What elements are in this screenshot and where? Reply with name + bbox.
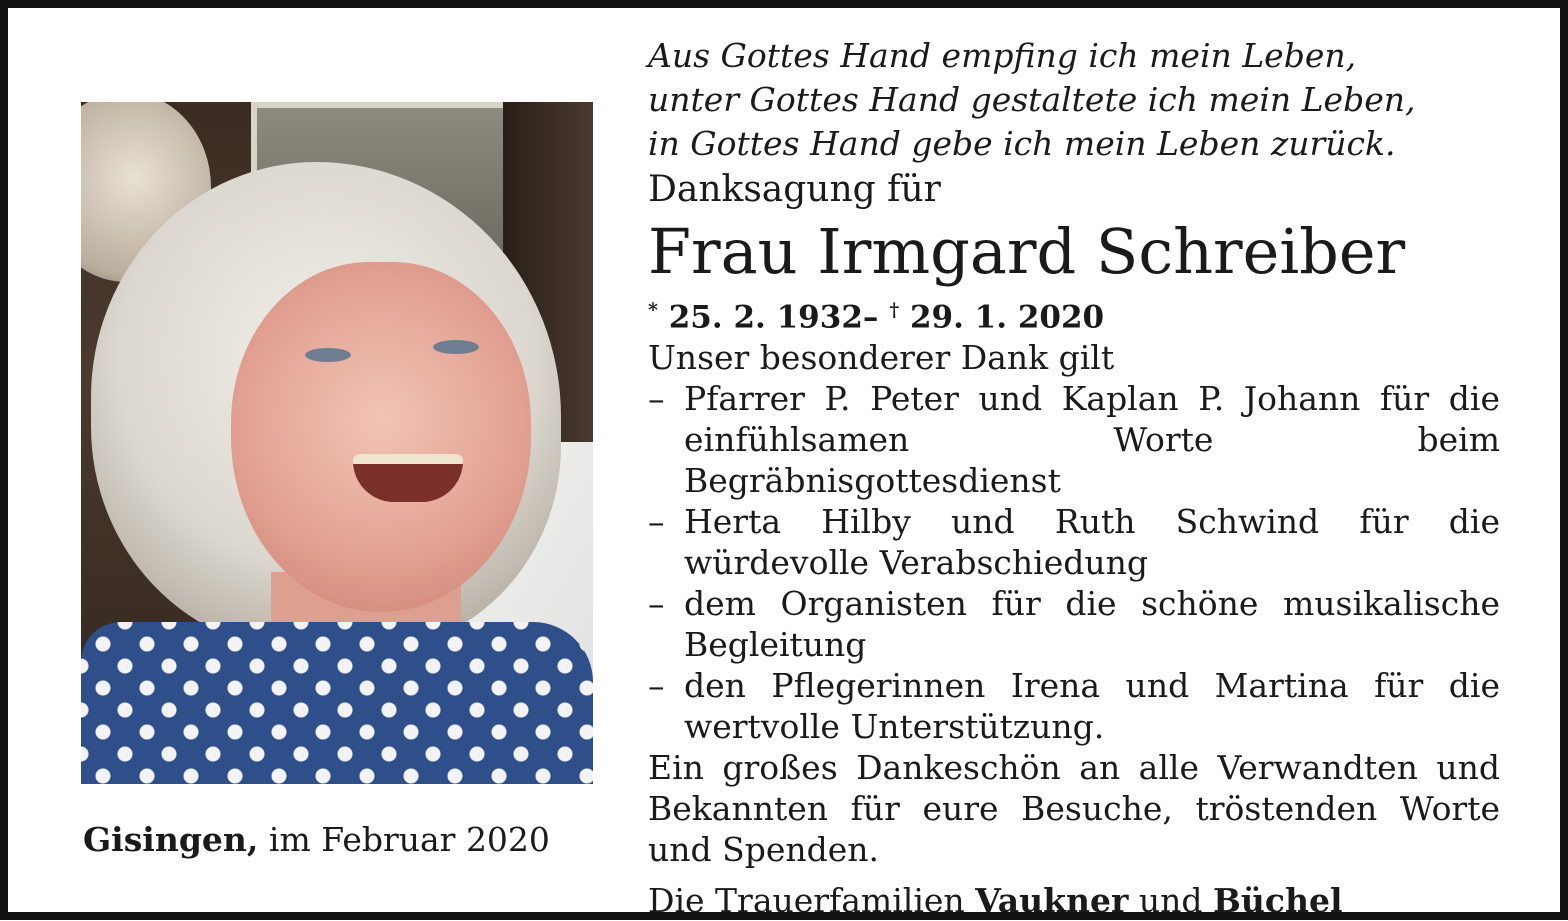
closing-text: Ein großes Dankeschön an alle Verwandten und Bekannten für eure Besuche, tröstenden Worte und Spenden.	[648, 748, 1500, 870]
list-item	[648, 501, 1500, 583]
list-dash: –	[648, 584, 665, 624]
right-eye	[433, 340, 479, 354]
thanks-heading: Unser besonderer Dank gilt	[648, 338, 1115, 378]
signature	[648, 880, 1500, 921]
left-eye	[305, 348, 351, 362]
text-column	[648, 34, 1500, 921]
motto-line: in Gottes Hand gebe ich mein Leben zurück.	[648, 124, 1396, 163]
thanks-section	[648, 337, 1500, 870]
family-name: Vaukner	[975, 881, 1129, 921]
place-town: Gisingen,	[83, 820, 259, 859]
signature-conjunction: und	[1138, 881, 1203, 921]
place-date-line	[83, 820, 550, 859]
polka-dot-dress	[81, 622, 593, 784]
list-item-text: den Pflegerinnen Irena und Martina für die wertvolle Unterstützung.	[684, 666, 1500, 747]
motto	[648, 34, 1500, 166]
thanks-list	[648, 378, 1500, 747]
list-item-text: Pfarrer P. Peter und Kaplan P. Johann für die einfühlsamen Worte beim Begräbnisgottesdienst	[684, 379, 1500, 501]
list-item	[648, 665, 1500, 747]
list-dash: –	[648, 502, 665, 542]
list-dash: –	[648, 379, 665, 419]
list-item-text: dem Organisten für die schöne musikalische Begleitung	[684, 584, 1500, 665]
face	[231, 262, 531, 612]
motto-line: unter Gottes Hand gestaltete ich mein Leben,	[648, 80, 1416, 119]
date-separator: –	[862, 299, 879, 336]
list-dash: –	[648, 666, 665, 706]
list-item-text: Herta Hilby und Ruth Schwind für die würdevolle Verabschiedung	[684, 502, 1500, 583]
signature-prefix: Die Trauerfamilien	[648, 881, 965, 921]
deceased-name: Frau Irmgard Schreiber	[648, 215, 1406, 288]
intro-line: Danksagung für	[648, 169, 941, 210]
portrait-photo	[81, 102, 593, 784]
life-dates	[648, 290, 1500, 337]
birth-symbol: *	[648, 299, 658, 321]
death-symbol: †	[889, 299, 900, 321]
place-date: im Februar 2020	[268, 820, 550, 859]
death-date: 29. 1. 2020	[909, 299, 1105, 336]
motto-line: Aus Gottes Hand empfing ich mein Leben,	[648, 36, 1357, 75]
list-item	[648, 378, 1500, 501]
list-item	[648, 583, 1500, 665]
family-name: Büchel	[1213, 881, 1343, 921]
birth-date: 25. 2. 1932	[668, 299, 863, 336]
